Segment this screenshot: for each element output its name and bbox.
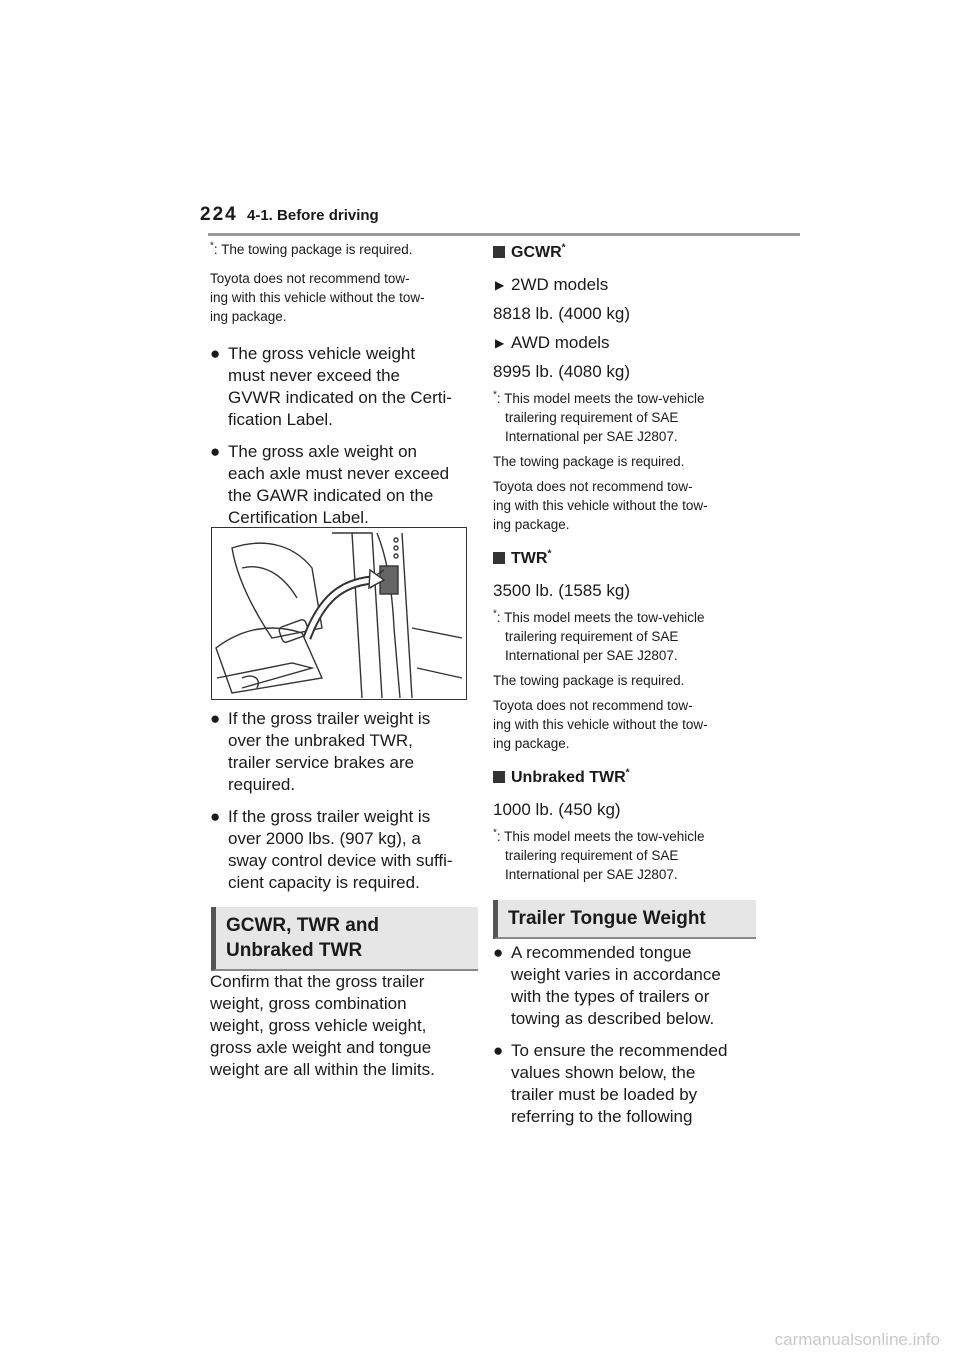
bullet-ensure-values: ● To ensure the recommended values shown below, the trailer must be loaded by referring to the following xyxy=(493,1041,728,1126)
section-title: 4-1. Before driving xyxy=(247,207,379,224)
right-column xyxy=(493,242,753,884)
tongue-weight-bullets xyxy=(493,942,753,1128)
gcwr-awd-label: ▶ AWD models xyxy=(495,333,610,352)
twr-towing-note: Toyota does not recommend tow- ing with this vehicle without the tow- ing package. xyxy=(493,698,708,751)
gcwr-awd-value: 8995 lb. (4080 kg) xyxy=(493,362,631,381)
bullet-recommended-tongue: ● A recommended tongue weight varies in accordance with the types of trailers or towing as described below. xyxy=(493,943,721,1028)
left-column-lower xyxy=(210,708,470,894)
bullet-unbraked-twr: ● If the gross trailer weight is over the unbraked TWR, trailer service brakes are required. xyxy=(210,709,431,794)
gcwr-package-note: The towing package is required. xyxy=(493,454,685,469)
watermark: carmanualsonline.info xyxy=(774,1330,940,1349)
gcwr-2wd-label: ▶ 2WD models xyxy=(495,275,609,294)
bullet-icon: ● xyxy=(210,442,221,461)
left-column xyxy=(210,240,470,529)
bullet-gawr: ● The gross axle weight on each axle must never exceed the GAWR indicated on the Certification Label. xyxy=(210,442,450,527)
gcwr-towing-note: Toyota does not recommend tow- ing with this vehicle without the tow- ing package. xyxy=(493,479,708,532)
bullet-icon: ● xyxy=(210,709,221,728)
header-rule xyxy=(208,233,800,236)
limits-paragraph: Confirm that the gross trailer weight, gross combination weight, gross vehicle weight, gross axle weight and tongue weight are all within the limits. xyxy=(210,972,435,1079)
bullet-gvwr: ● The gross vehicle weight must never exceed the GVWR indicated on the Certi- fication Label. xyxy=(210,344,452,429)
gcwr-2wd-value: 8818 lb. (4000 kg) xyxy=(493,304,631,323)
box-heading-tongue-weight: Trailer Tongue Weight xyxy=(493,900,756,939)
door-pillar-drawing xyxy=(212,528,465,698)
certification-label-illustration xyxy=(211,527,467,700)
bullet-icon: ● xyxy=(493,943,504,962)
towing-note: Toyota does not recommend tow- ing with this vehicle without the tow- ing package. xyxy=(210,271,425,324)
arrow-icon: ▶ xyxy=(495,278,505,292)
twr-package-note: The towing package is required. xyxy=(493,673,685,688)
page-number: 224 xyxy=(200,204,238,225)
bullet-icon: ● xyxy=(493,1041,504,1060)
twr-footnote: *: This model meets the tow-vehicle trailering requirement of SAE International per SAE J2807. xyxy=(493,608,705,663)
unbraked-twr-heading: Unbraked TWR* xyxy=(493,767,753,789)
arrow-icon: ▶ xyxy=(495,336,505,350)
unbraked-twr-footnote: *: This model meets the tow-vehicle trailering requirement of SAE International per SAE J2807. xyxy=(493,827,705,882)
unbraked-twr-value: 1000 lb. (450 kg) xyxy=(493,800,621,819)
bullet-sway-control: ● If the gross trailer weight is over 2000 lbs. (907 kg), a sway control device with suffi- cient capacity is required. xyxy=(210,807,453,892)
bullet-icon: ● xyxy=(210,344,221,363)
twr-heading: TWR* xyxy=(493,548,753,570)
footnote: *: The towing package is required. xyxy=(210,240,413,257)
box-heading-gcwr-twr: GCWR, TWR and Unbraked TWR xyxy=(211,907,478,971)
twr-value: 3500 lb. (1585 kg) xyxy=(493,581,631,600)
bullet-icon: ● xyxy=(210,807,221,826)
gcwr-footnote: *: This model meets the tow-vehicle trailering requirement of SAE International per SAE J2807. xyxy=(493,389,705,444)
gcwr-heading: GCWR* xyxy=(493,242,753,264)
